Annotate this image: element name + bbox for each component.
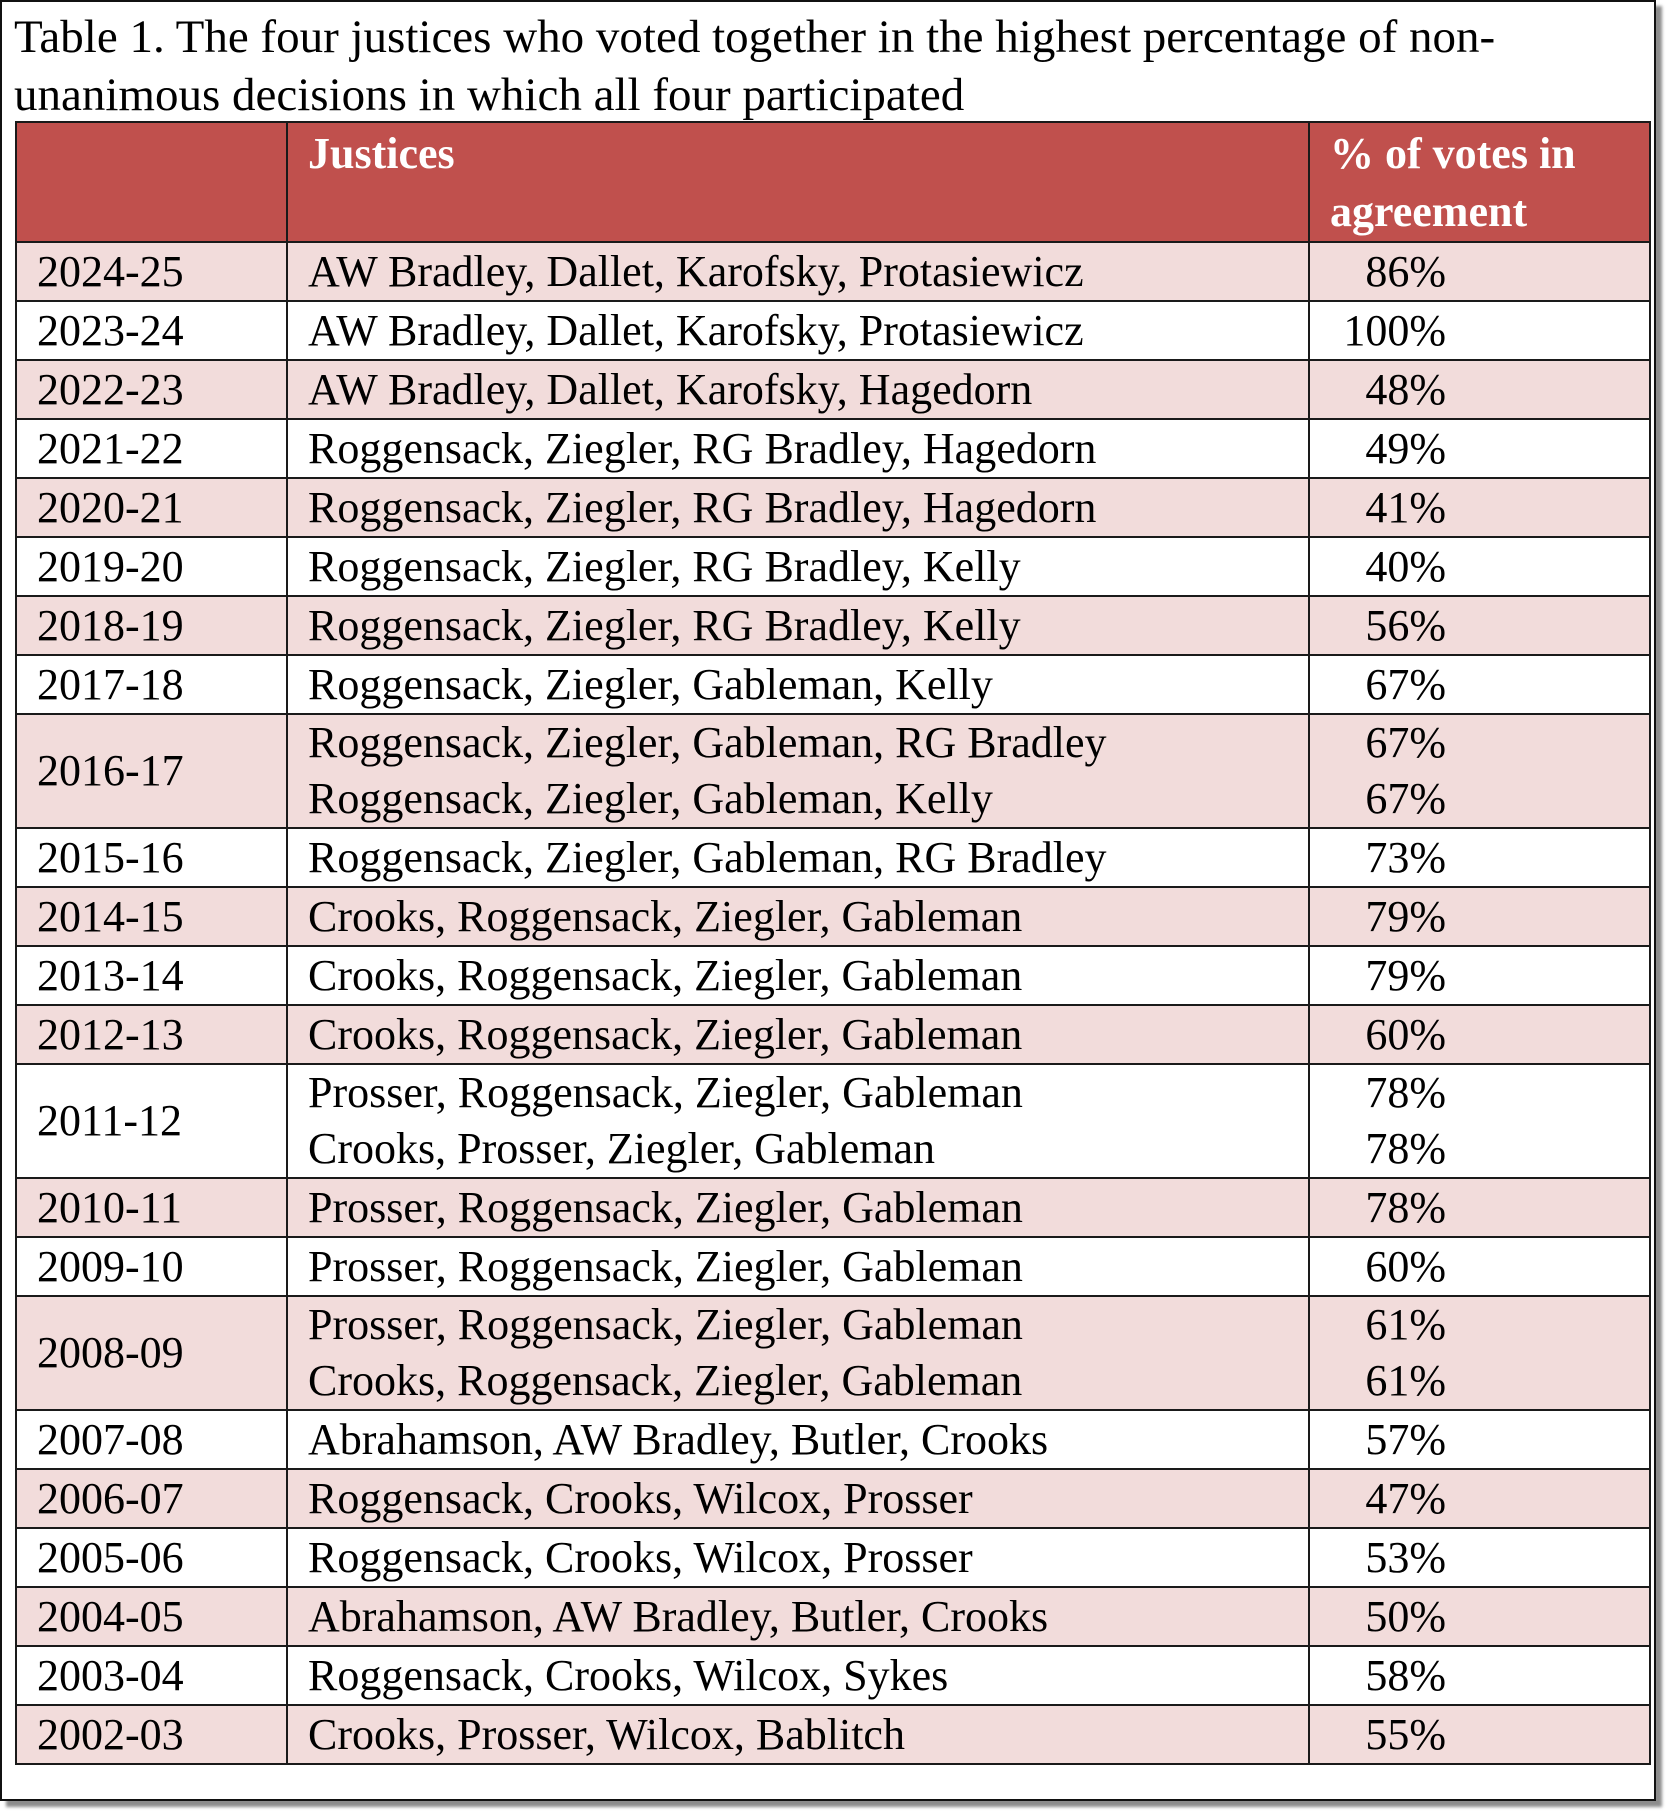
agreement-cell — [1309, 301, 1650, 360]
term-cell: 2009-10 — [16, 1237, 287, 1296]
justices-names: Roggensack, Ziegler, RG Bradley, Kelly — [308, 600, 1021, 650]
term-cell: 2017-18 — [16, 655, 287, 714]
agreement-cell — [1309, 655, 1650, 714]
agreement-percent: 86% — [1365, 246, 1446, 296]
agreement-cell — [1309, 1410, 1650, 1469]
table-body — [16, 242, 1650, 1764]
justices-cell — [287, 1296, 1309, 1410]
agreement-percent: 61% — [1365, 1356, 1446, 1405]
agreement-cell — [1309, 714, 1650, 828]
justices-cell — [287, 1410, 1309, 1469]
agreement-percent: 57% — [1365, 1414, 1446, 1464]
agreement-percent: 67% — [1365, 659, 1446, 709]
justices-names: Roggensack, Ziegler, Gableman, RG Bradley — [308, 718, 1107, 767]
agreement-cell — [1309, 1178, 1650, 1237]
agreement-cell — [1309, 1064, 1650, 1178]
term-cell: 2004-05 — [16, 1587, 287, 1646]
justices-cell — [287, 537, 1309, 596]
agreement-cell — [1309, 242, 1650, 301]
justices-agreement-table — [15, 121, 1651, 1765]
table-row — [16, 242, 1650, 301]
justices-names: Roggensack, Crooks, Wilcox, Sykes — [308, 1650, 949, 1700]
table-row — [16, 714, 1650, 828]
justices-names: Crooks, Prosser, Wilcox, Bablitch — [308, 1709, 905, 1759]
justices-cell — [287, 1528, 1309, 1587]
agreement-cell — [1309, 1237, 1650, 1296]
justices-names: AW Bradley, Dallet, Karofsky, Hagedorn — [308, 364, 1033, 414]
table-row — [16, 419, 1650, 478]
agreement-cell — [1309, 828, 1650, 887]
table-row — [16, 828, 1650, 887]
term-cell: 2024-25 — [16, 242, 287, 301]
agreement-cell — [1309, 1646, 1650, 1705]
term-cell: 2021-22 — [16, 419, 287, 478]
agreement-percent: 56% — [1365, 600, 1446, 650]
justices-cell — [287, 1587, 1309, 1646]
agreement-percent: 50% — [1365, 1591, 1446, 1641]
justices-cell — [287, 1705, 1309, 1764]
justices-cell — [287, 1005, 1309, 1064]
agreement-percent: 78% — [1365, 1124, 1446, 1173]
term-cell: 2008-09 — [16, 1296, 287, 1410]
agreement-cell — [1309, 887, 1650, 946]
agreement-percent: 48% — [1365, 364, 1446, 414]
term-cell: 2005-06 — [16, 1528, 287, 1587]
justices-names: Roggensack, Ziegler, RG Bradley, Hagedorn — [308, 423, 1097, 473]
table-row — [16, 1705, 1650, 1764]
agreement-percent: 55% — [1365, 1709, 1446, 1759]
term-cell: 2015-16 — [16, 828, 287, 887]
agreement-cell — [1309, 1005, 1650, 1064]
term-cell: 2016-17 — [16, 714, 287, 828]
agreement-percent: 79% — [1365, 891, 1446, 941]
justices-cell — [287, 1064, 1309, 1178]
justices-cell — [287, 478, 1309, 537]
table-row — [16, 1005, 1650, 1064]
agreement-cell — [1309, 1469, 1650, 1528]
table-row — [16, 596, 1650, 655]
term-cell: 2022-23 — [16, 360, 287, 419]
agreement-cell — [1309, 1528, 1650, 1587]
table-row — [16, 1528, 1650, 1587]
agreement-percent: 58% — [1365, 1650, 1446, 1700]
agreement-percent: 60% — [1365, 1009, 1446, 1059]
justices-names: Roggensack, Ziegler, Gableman, Kelly — [308, 774, 993, 823]
term-cell: 2018-19 — [16, 596, 287, 655]
term-cell: 2012-13 — [16, 1005, 287, 1064]
table-row — [16, 537, 1650, 596]
agreement-percent: 78% — [1365, 1068, 1446, 1117]
justices-names: Abrahamson, AW Bradley, Butler, Crooks — [308, 1414, 1049, 1464]
justices-names: Crooks, Roggensack, Ziegler, Gableman — [308, 1356, 1023, 1405]
agreement-cell — [1309, 1296, 1650, 1410]
term-cell: 2013-14 — [16, 946, 287, 1005]
justices-names: Roggensack, Crooks, Wilcox, Prosser — [308, 1532, 973, 1582]
justices-cell — [287, 360, 1309, 419]
agreement-percent: 40% — [1365, 541, 1446, 591]
agreement-percent: 49% — [1365, 423, 1446, 473]
term-cell: 2003-04 — [16, 1646, 287, 1705]
table-row — [16, 1296, 1650, 1410]
table-row — [16, 1469, 1650, 1528]
agreement-cell — [1309, 1587, 1650, 1646]
table-row — [16, 946, 1650, 1005]
agreement-cell — [1309, 478, 1650, 537]
table-row — [16, 478, 1650, 537]
agreement-percent: 73% — [1365, 832, 1446, 882]
table-row — [16, 1410, 1650, 1469]
table-row — [16, 1064, 1650, 1178]
table-row — [16, 301, 1650, 360]
justices-cell — [287, 1237, 1309, 1296]
term-cell: 2014-15 — [16, 887, 287, 946]
agreement-cell — [1309, 537, 1650, 596]
table-row — [16, 1646, 1650, 1705]
agreement-cell — [1309, 360, 1650, 419]
agreement-percent: 67% — [1365, 718, 1446, 767]
agreement-cell — [1309, 419, 1650, 478]
term-cell: 2011-12 — [16, 1064, 287, 1178]
header-agreement: % of votes in agreement — [1309, 122, 1650, 242]
justices-names: Abrahamson, AW Bradley, Butler, Crooks — [308, 1591, 1049, 1641]
justices-names: Crooks, Prosser, Ziegler, Gableman — [308, 1124, 935, 1173]
justices-cell — [287, 1646, 1309, 1705]
justices-names: AW Bradley, Dallet, Karofsky, Protasiewicz — [308, 246, 1084, 296]
justices-names: Prosser, Roggensack, Ziegler, Gableman — [308, 1241, 1023, 1291]
table-header-row — [16, 122, 1650, 242]
term-cell: 2019-20 — [16, 537, 287, 596]
agreement-percent: 67% — [1365, 774, 1446, 823]
justices-cell — [287, 887, 1309, 946]
term-cell: 2002-03 — [16, 1705, 287, 1764]
agreement-percent: 100% — [1343, 305, 1446, 355]
table-caption: Table 1. The four justices who voted together in the highest percentage of non-unanimous decisions in which all four participated — [14, 11, 1496, 121]
table-row — [16, 360, 1650, 419]
justices-names: Prosser, Roggensack, Ziegler, Gableman — [308, 1068, 1023, 1117]
justices-cell — [287, 419, 1309, 478]
justices-names: Roggensack, Ziegler, RG Bradley, Kelly — [308, 541, 1021, 591]
agreement-percent: 61% — [1365, 1300, 1446, 1349]
term-cell: 2010-11 — [16, 1178, 287, 1237]
justices-cell — [287, 714, 1309, 828]
justices-names: Roggensack, Ziegler, Gableman, RG Bradley — [308, 832, 1107, 882]
justices-cell — [287, 655, 1309, 714]
justices-cell — [287, 828, 1309, 887]
justices-names: Crooks, Roggensack, Ziegler, Gableman — [308, 1009, 1023, 1059]
justices-names: AW Bradley, Dallet, Karofsky, Protasiewicz — [308, 305, 1084, 355]
agreement-percent: 79% — [1365, 950, 1446, 1000]
justices-names: Crooks, Roggensack, Ziegler, Gableman — [308, 891, 1023, 941]
term-cell: 2006-07 — [16, 1469, 287, 1528]
agreement-percent: 47% — [1365, 1473, 1446, 1523]
agreement-percent: 60% — [1365, 1241, 1446, 1291]
table-row — [16, 1587, 1650, 1646]
agreement-percent: 53% — [1365, 1532, 1446, 1582]
justices-cell — [287, 946, 1309, 1005]
justices-names: Roggensack, Ziegler, Gableman, Kelly — [308, 659, 993, 709]
justices-cell — [287, 1178, 1309, 1237]
agreement-percent: 41% — [1365, 482, 1446, 532]
justices-names: Crooks, Roggensack, Ziegler, Gableman — [308, 950, 1023, 1000]
justices-names: Roggensack, Crooks, Wilcox, Prosser — [308, 1473, 973, 1523]
term-cell: 2020-21 — [16, 478, 287, 537]
term-cell: 2007-08 — [16, 1410, 287, 1469]
table-row — [16, 887, 1650, 946]
justices-cell — [287, 242, 1309, 301]
justices-cell — [287, 596, 1309, 655]
justices-names: Prosser, Roggensack, Ziegler, Gableman — [308, 1300, 1023, 1349]
justices-cell — [287, 301, 1309, 360]
header-justices: Justices — [287, 122, 1309, 242]
agreement-percent: 78% — [1365, 1182, 1446, 1232]
header-term — [16, 122, 287, 242]
justices-names: Prosser, Roggensack, Ziegler, Gableman — [308, 1182, 1023, 1232]
term-cell: 2023-24 — [16, 301, 287, 360]
justices-names: Roggensack, Ziegler, RG Bradley, Hagedorn — [308, 482, 1097, 532]
agreement-cell — [1309, 946, 1650, 1005]
agreement-cell — [1309, 596, 1650, 655]
table-row — [16, 655, 1650, 714]
table-row — [16, 1178, 1650, 1237]
justices-cell — [287, 1469, 1309, 1528]
table-row — [16, 1237, 1650, 1296]
agreement-cell — [1309, 1705, 1650, 1764]
